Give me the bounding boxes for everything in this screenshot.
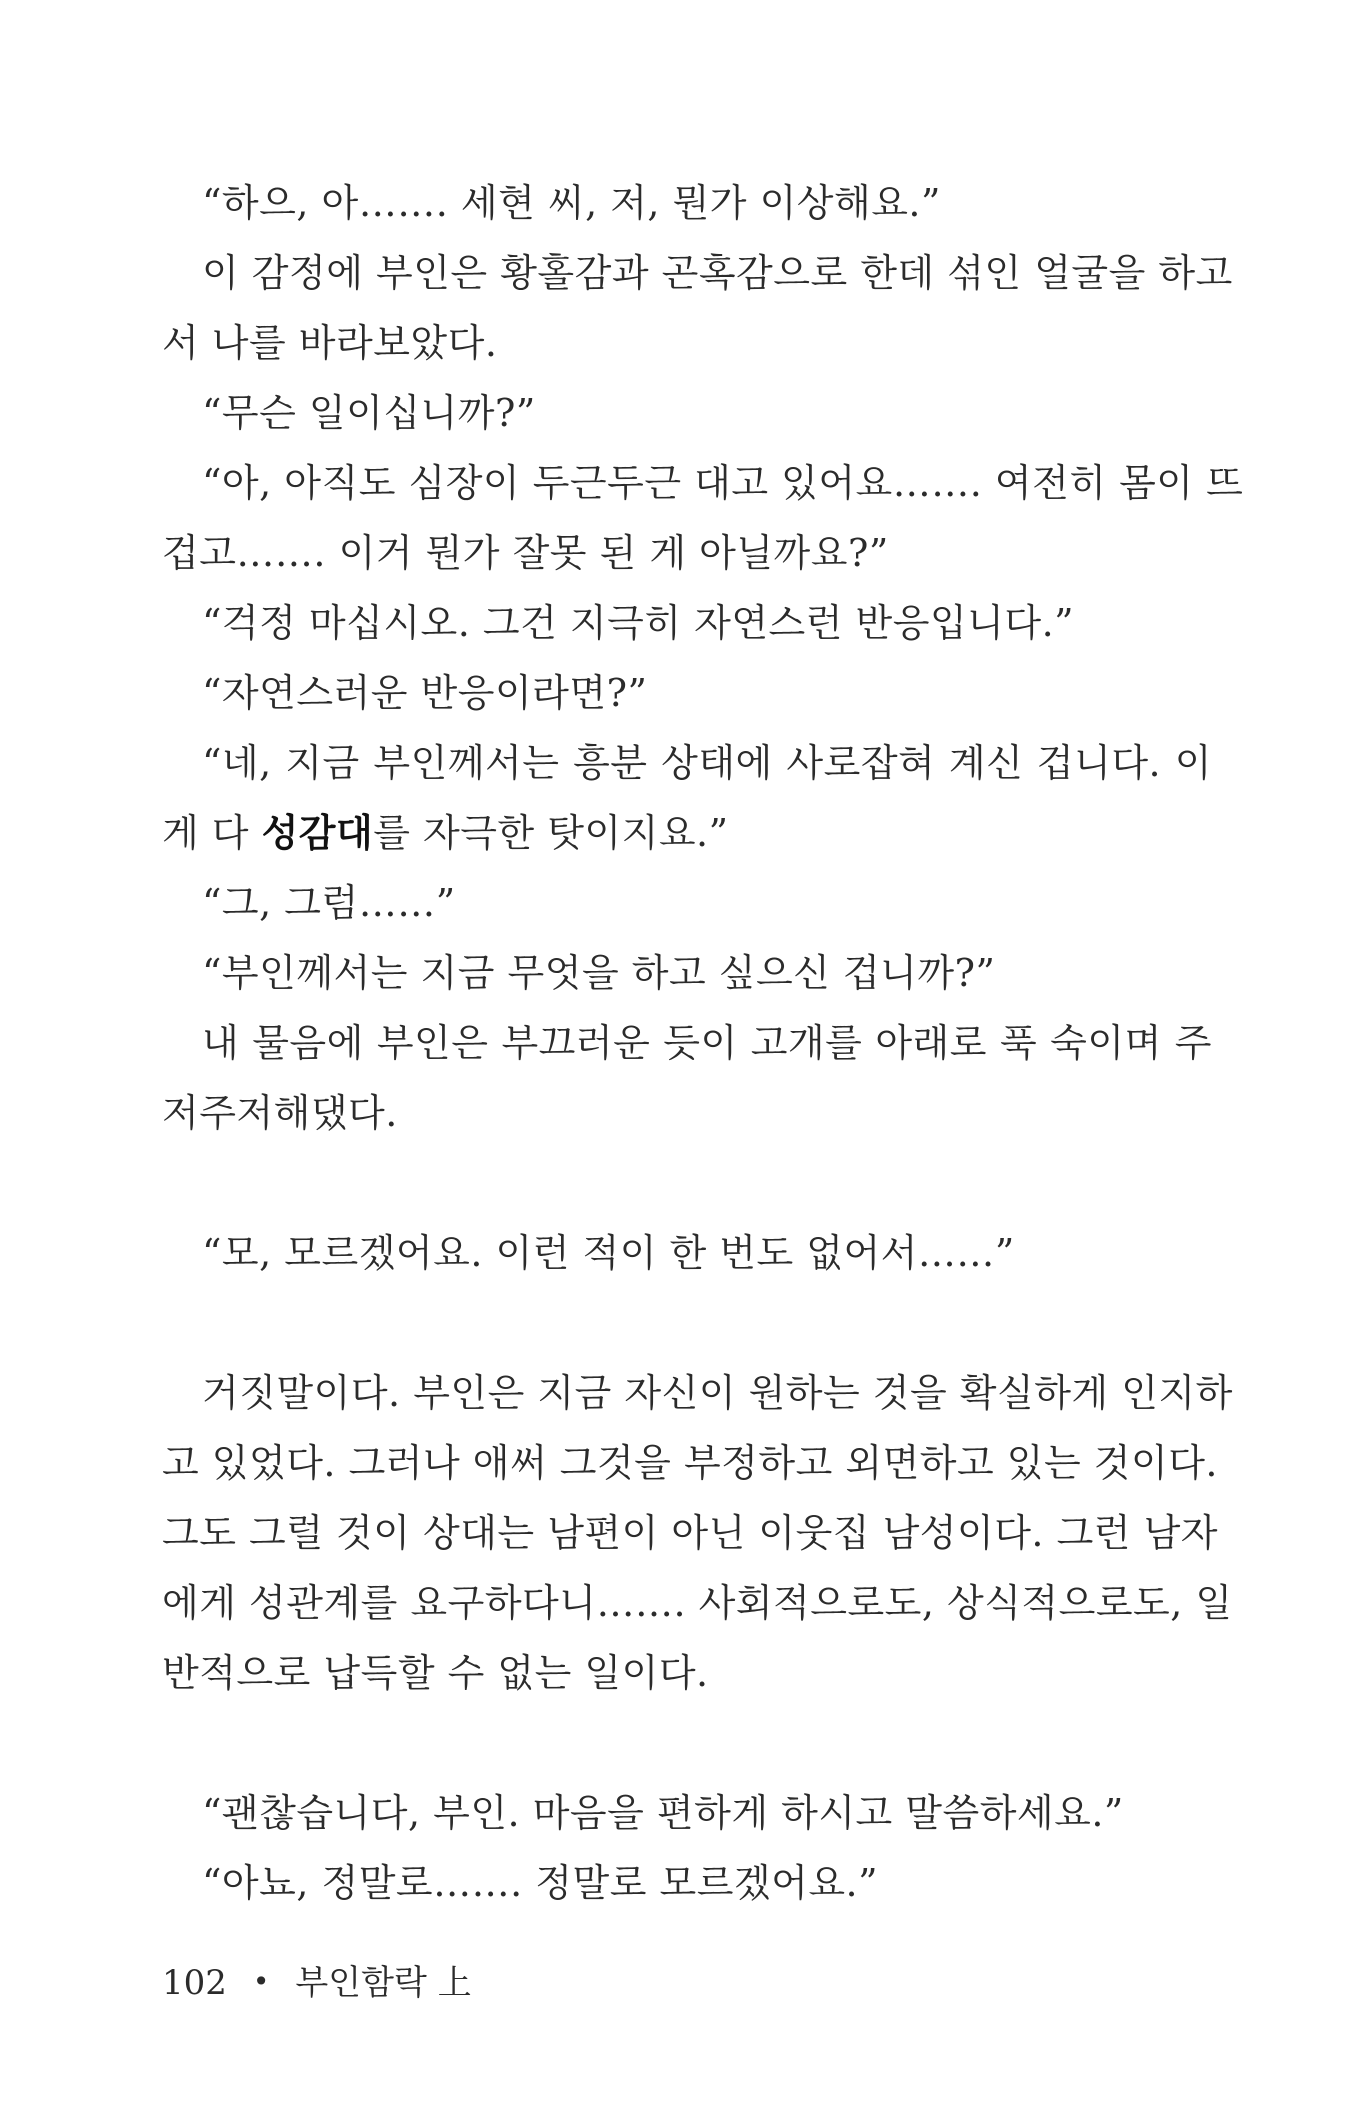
paragraph-gap xyxy=(162,1288,1212,1358)
body-text xyxy=(162,168,1244,1918)
footer-separator: • xyxy=(252,1965,270,1998)
text-line: “아뇨, 정말로……. 정말로 모르겠어요.” xyxy=(202,1861,879,1905)
text-line: 고 있었다. 그러나 애써 그것을 부정하고 외면하고 있는 것이다. xyxy=(162,1441,1218,1485)
book-title: 부인함락 上 xyxy=(295,1963,472,2003)
text-line: “네, 지금 부인께서는 흥분 상태에 사로잡혀 계신 겁니다. 이 xyxy=(202,741,1212,785)
text-line: “부인께서는 지금 무엇을 하고 싶으신 겁니까?” xyxy=(202,951,996,995)
text-line: 겁고……. 이거 뭔가 잘못 된 게 아닐까요?” xyxy=(162,531,889,575)
text-line: “아, 아직도 심장이 두근두근 대고 있어요……. 여전히 몸이 뜨 xyxy=(202,461,1244,505)
emphasized-term: 성감대 xyxy=(261,810,374,855)
text-line: 서 나를 바라보았다. xyxy=(162,321,498,365)
text-line: “걱정 마십시오. 그건 지극히 자연스런 반응입니다.” xyxy=(202,601,1075,645)
text-segment: 를 자극한 탓이지요.” xyxy=(373,811,729,855)
page-footer xyxy=(162,1955,472,2004)
text-line: “그, 그럼……” xyxy=(202,881,456,925)
text-line: 반적으로 납득할 수 없는 일이다. xyxy=(162,1651,709,1695)
text-line: 그도 그럴 것이 상대는 남편이 아닌 이웃집 남성이다. 그런 남자 xyxy=(162,1511,1218,1555)
text-line: “하으, 아……. 세현 씨, 저, 뭔가 이상해요.” xyxy=(202,181,941,225)
text-line: “자연스러운 반응이라면?” xyxy=(202,671,648,715)
text-line: 저주저해댔다. xyxy=(162,1091,398,1135)
text-line: “모, 모르겠어요. 이런 적이 한 번도 없어서……” xyxy=(202,1231,1015,1275)
page-number: 102 xyxy=(162,1963,227,2003)
text-line: 내 물음에 부인은 부끄러운 듯이 고개를 아래로 푹 숙이며 주 xyxy=(202,1021,1212,1065)
paragraph-gap xyxy=(162,1148,1212,1218)
paragraph-gap xyxy=(162,1708,1212,1778)
text-segment: 게 다 xyxy=(162,811,262,855)
text-line: 거짓말이다. 부인은 지금 자신이 원하는 것을 확실하게 인지하 xyxy=(202,1371,1233,1415)
text-line: 에게 성관계를 요구하다니……. 사회적으로도, 상식적으로도, 일 xyxy=(162,1581,1233,1625)
text-line: “괜찮습니다, 부인. 마음을 편하게 하시고 말씀하세요.” xyxy=(202,1791,1124,1835)
text-line xyxy=(162,798,1212,868)
text-line: “무슨 일이십니까?” xyxy=(202,391,536,435)
text-line: 이 감정에 부인은 황홀감과 곤혹감으로 한데 섞인 얼굴을 하고 xyxy=(202,251,1233,295)
